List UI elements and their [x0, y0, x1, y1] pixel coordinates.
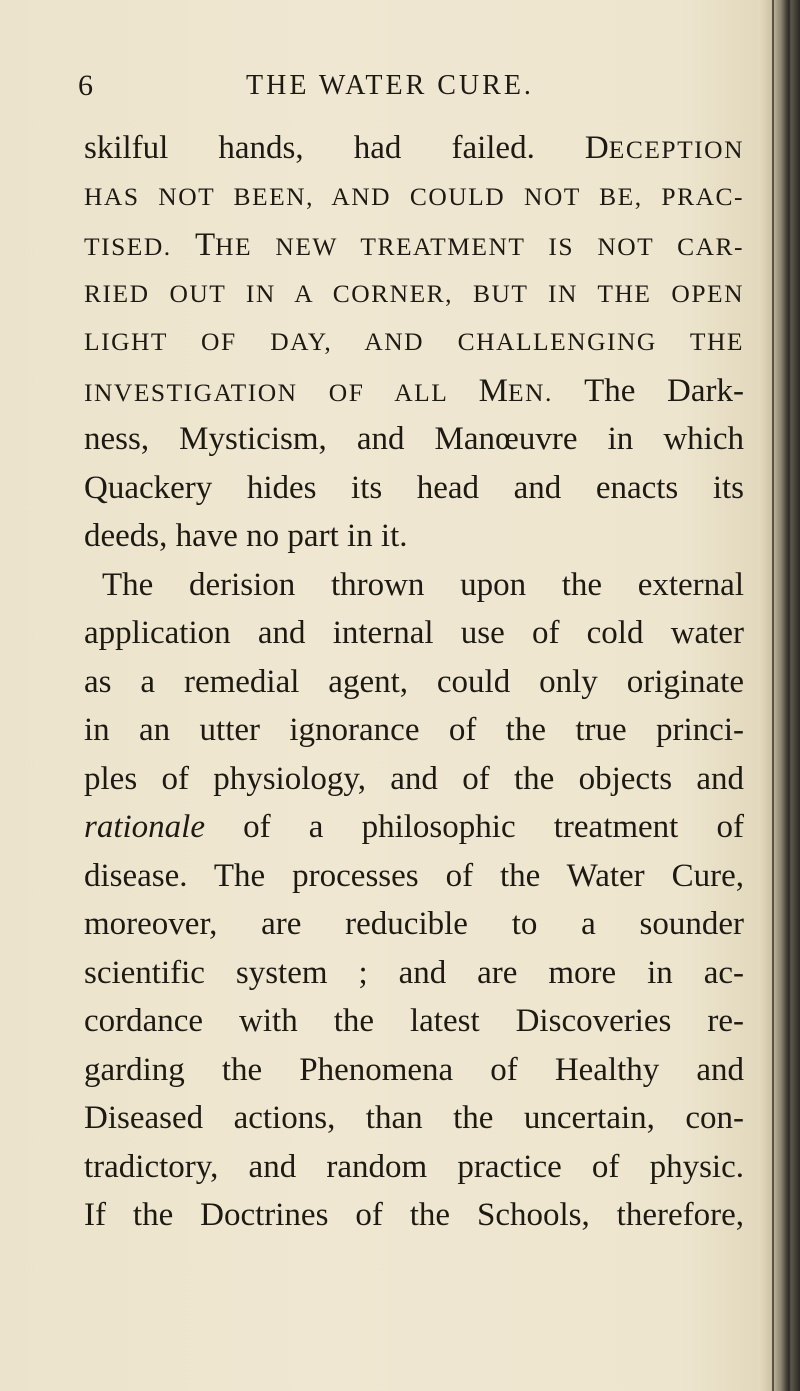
- page-number: 6: [78, 69, 93, 102]
- text-span: The Dark-: [584, 372, 745, 409]
- text-line: ples of physiology, and of the objects and: [84, 760, 744, 797]
- text-line: [84, 367, 744, 416]
- text-line: If the Doctrines of the Schools, therefore,: [84, 1197, 744, 1233]
- running-title: THE WATER CURE.: [246, 70, 534, 101]
- text-line: [84, 803, 744, 852]
- text-line: [84, 221, 744, 270]
- small-cap-initial: M: [478, 372, 508, 409]
- text-line: The derision thrown upon the external: [102, 566, 744, 603]
- text-line: LIGHT OF DAY, AND CHALLENGING THE: [84, 327, 744, 356]
- text-line: cordance with the latest Discoveries re-: [84, 1003, 744, 1039]
- text-line: deeds, have no part in it.: [84, 518, 408, 554]
- text-line: Quackery hides its head and enacts its: [84, 469, 744, 506]
- small-caps-text: EN.: [507, 377, 553, 407]
- text-line: application and internal use of cold water: [84, 615, 744, 651]
- text-line: scientific system ; and are more in ac-: [84, 954, 744, 991]
- page-header: [78, 66, 718, 106]
- body-text: [84, 124, 744, 1240]
- text-line: in an utter ignorance of the true princi-: [84, 712, 744, 748]
- small-caps-text: HE NEW TREATMENT IS NOT CAR-: [215, 232, 745, 261]
- small-caps-text: ECEPTION: [608, 135, 744, 164]
- page-edge: [758, 0, 800, 1391]
- text-line: garding the Phenomena of Healthy and: [84, 1051, 744, 1088]
- text-span: of a philosophic treatment of: [243, 809, 744, 845]
- text-line: HAS NOT BEEN, AND COULD NOT BE, PRAC-: [84, 181, 744, 211]
- edge-line: [772, 0, 774, 1391]
- text-line: Diseased actions, than the uncertain, con-: [84, 1100, 744, 1136]
- text-line: tradictory, and random practice of physic.: [84, 1148, 744, 1185]
- text-line: disease. The processes of the Water Cure,: [84, 857, 744, 894]
- text-line: RIED OUT IN A CORNER, BUT IN THE OPEN: [84, 278, 744, 308]
- edge-line: [788, 0, 790, 1391]
- text-line: as a remedial agent, could only originate: [84, 663, 744, 700]
- small-caps-text: INVESTIGATION OF ALL: [84, 377, 448, 407]
- text-line: moreover, are reducible to a sounder: [84, 906, 744, 942]
- italic-word: rationale: [84, 809, 205, 845]
- small-cap-initial: T: [194, 227, 216, 263]
- text-line: [84, 124, 744, 173]
- text-span: skilful hands, had failed.: [84, 130, 535, 166]
- text-line: ness, Mysticism, and Manœuvre in which: [84, 421, 744, 457]
- small-caps-text: TISED.: [84, 232, 172, 261]
- small-cap-initial: D: [584, 130, 609, 166]
